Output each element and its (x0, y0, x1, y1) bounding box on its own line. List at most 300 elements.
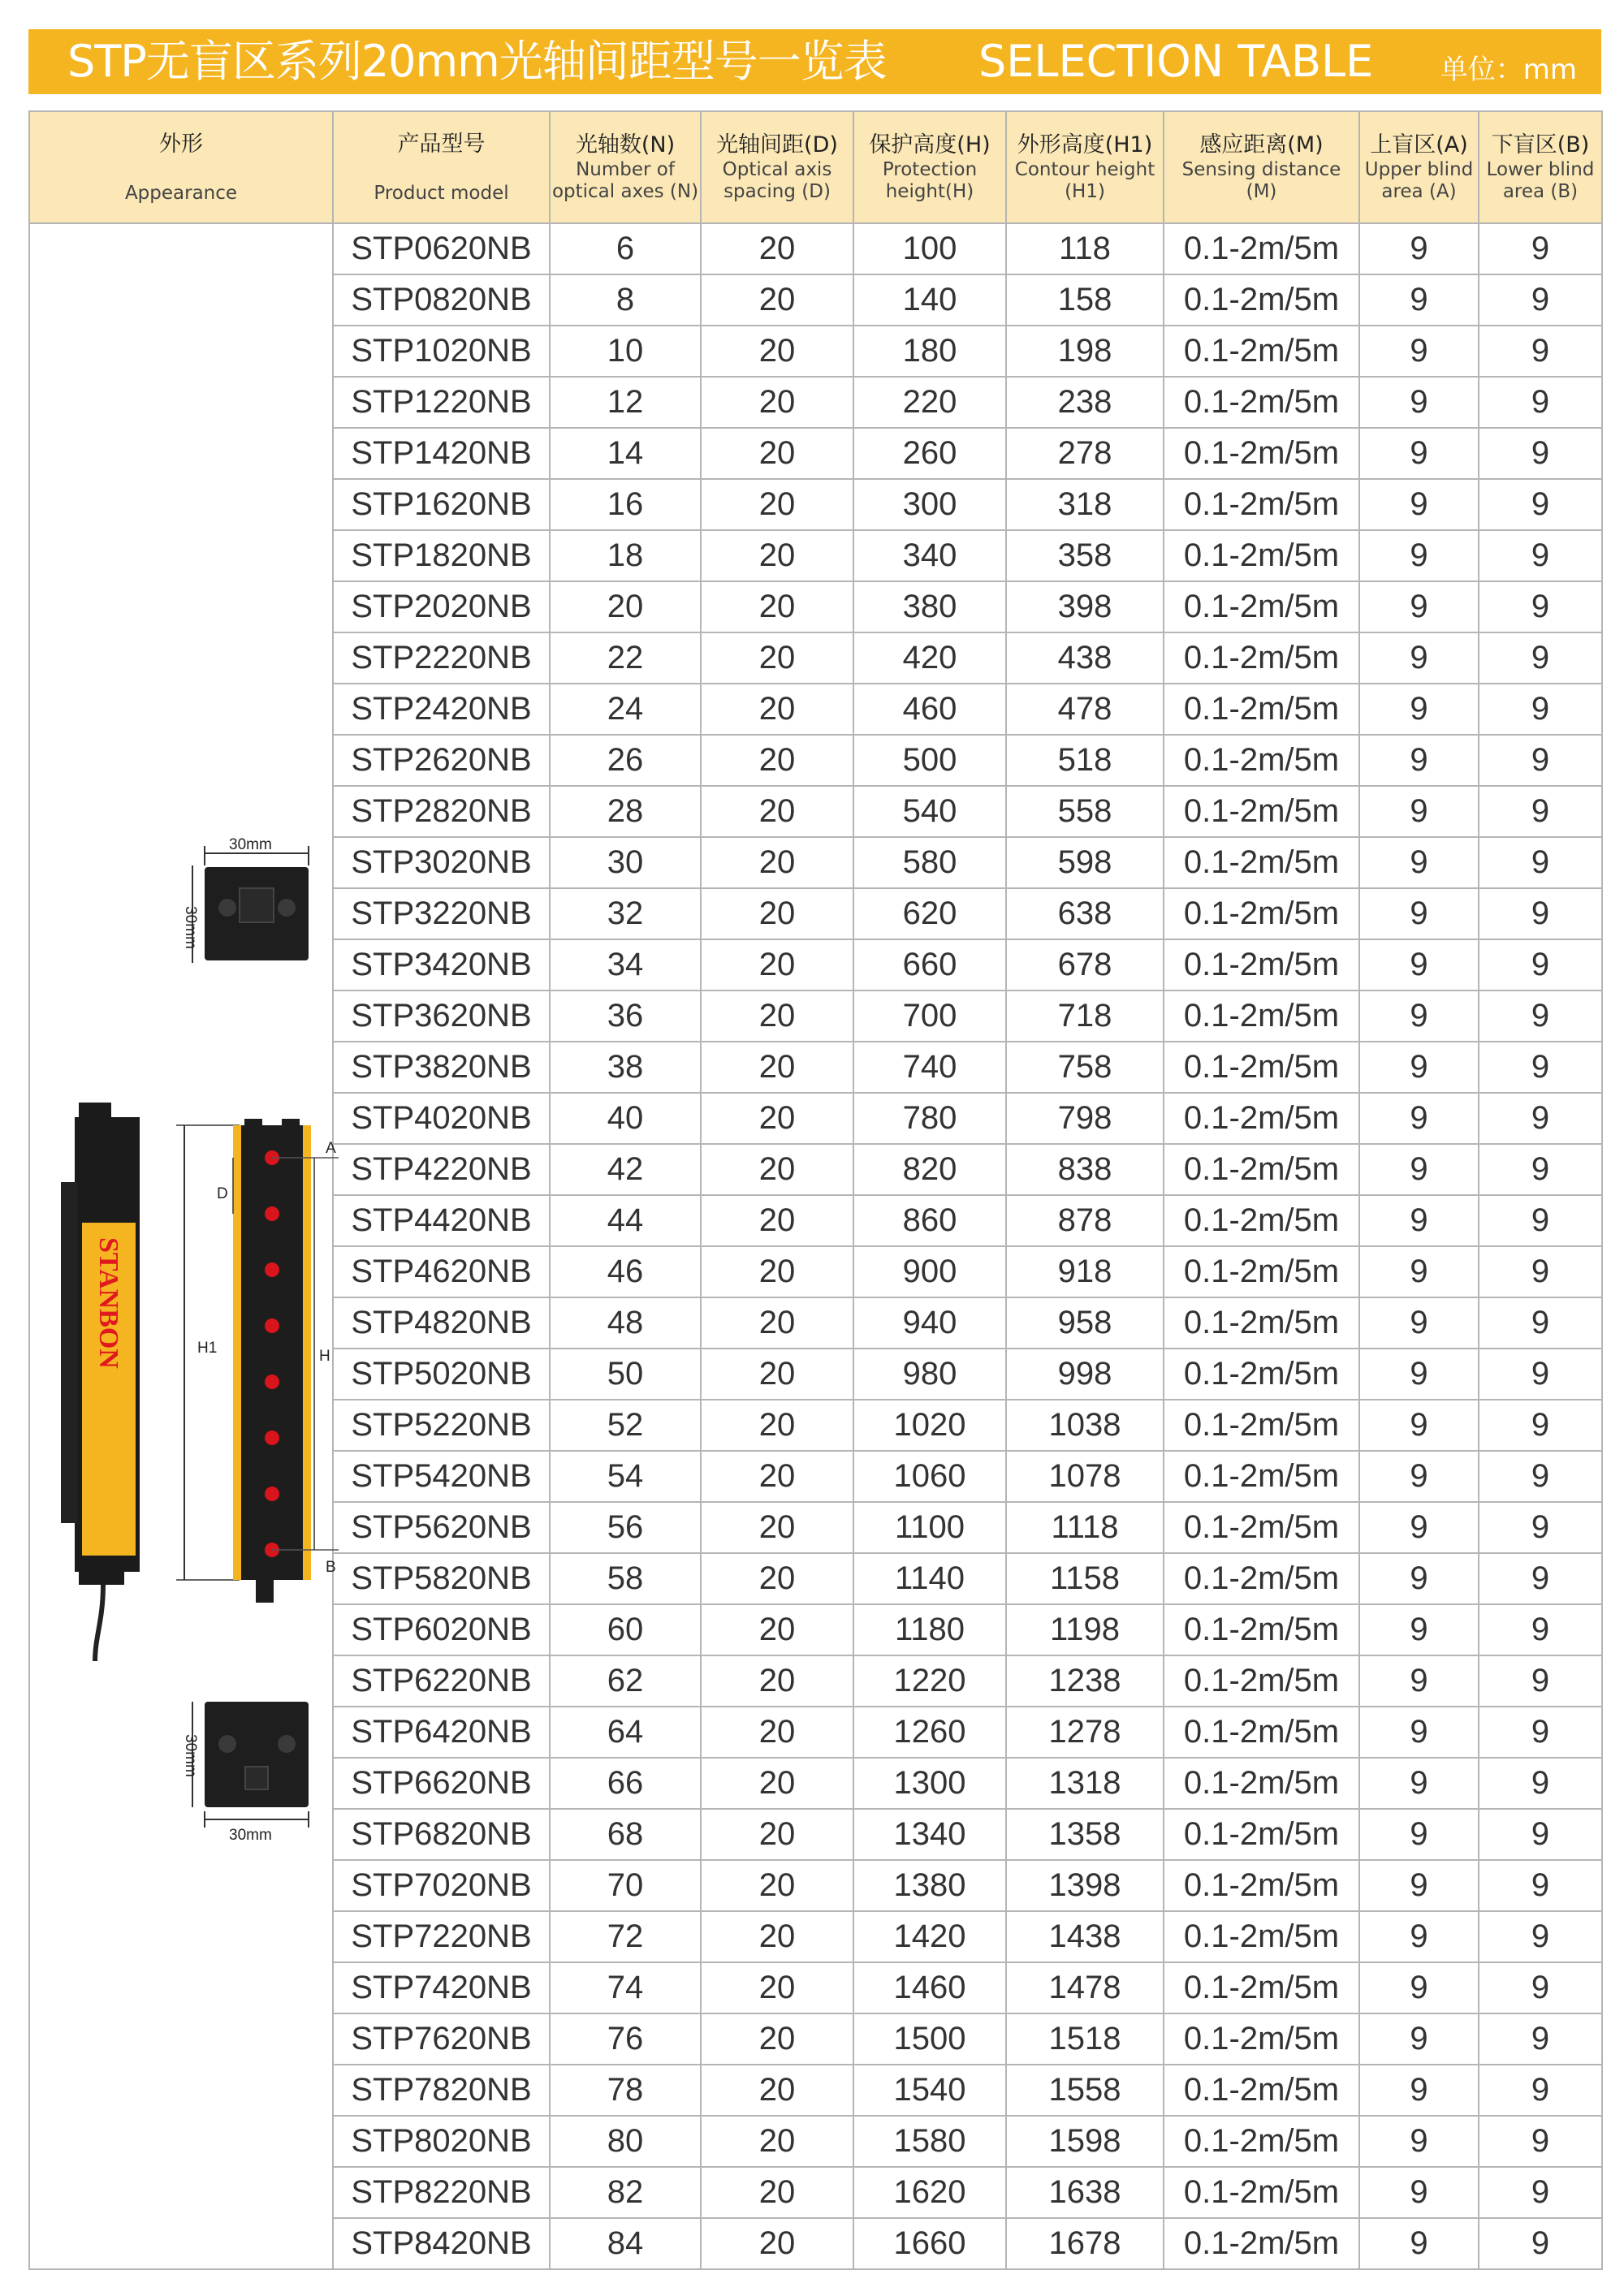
sensing-distance-cell: 0.1-2m/5m (1164, 1758, 1359, 1809)
model-cell: STP1420NB (333, 428, 550, 479)
brand-logo-text: STANBON (93, 1237, 123, 1369)
lower-blind-cell: 9 (1479, 1093, 1602, 1144)
spacing-cell: 20 (701, 837, 853, 888)
contour-height-cell: 918 (1006, 1246, 1164, 1297)
spacing-cell: 20 (701, 2116, 853, 2167)
lower-blind-cell: 9 (1479, 223, 1602, 274)
sensing-distance-cell: 0.1-2m/5m (1164, 1195, 1359, 1246)
sensing-distance-cell: 0.1-2m/5m (1164, 1860, 1359, 1911)
sensing-distance-cell: 0.1-2m/5m (1164, 837, 1359, 888)
protection-height-cell: 980 (853, 1349, 1006, 1400)
sensing-distance-cell: 0.1-2m/5m (1164, 274, 1359, 326)
contour-height-cell: 158 (1006, 274, 1164, 326)
model-cell: STP2020NB (333, 581, 550, 632)
model-cell: STP8020NB (333, 2116, 550, 2167)
upper-blind-cell: 9 (1359, 428, 1479, 479)
contour-height-cell: 1678 (1006, 2218, 1164, 2269)
upper-blind-cell: 9 (1359, 2013, 1479, 2065)
protection-height-cell: 540 (853, 786, 1006, 837)
side-bottom-cap (79, 1569, 124, 1585)
protection-height-cell: 1380 (853, 1860, 1006, 1911)
contour-height-cell: 438 (1006, 632, 1164, 684)
axes-cell: 72 (550, 1911, 701, 1962)
sensing-distance-cell: 0.1-2m/5m (1164, 939, 1359, 990)
model-cell: STP8420NB (333, 2218, 550, 2269)
axes-cell: 18 (550, 530, 701, 581)
spacing-cell: 20 (701, 1860, 853, 1911)
lower-blind-cell: 9 (1479, 2167, 1602, 2218)
protection-height-cell: 940 (853, 1297, 1006, 1349)
sensing-distance-cell: 0.1-2m/5m (1164, 888, 1359, 939)
protection-height-cell: 1500 (853, 2013, 1006, 2065)
header-en: Sensing distance (M) (1181, 159, 1341, 202)
header-zh: 光轴数(N) (575, 132, 676, 158)
contour-height-cell: 718 (1006, 990, 1164, 1042)
contour-height-cell: 598 (1006, 837, 1164, 888)
model-cell: STP4620NB (333, 1246, 550, 1297)
lower-blind-cell: 9 (1479, 1349, 1602, 1400)
axes-cell: 20 (550, 581, 701, 632)
contour-height-cell: 998 (1006, 1349, 1164, 1400)
header-zh: 下盲区(B) (1491, 132, 1590, 158)
model-cell: STP6620NB (333, 1758, 550, 1809)
front-bottom-tab (256, 1580, 274, 1603)
upper-blind-cell: 9 (1359, 1349, 1479, 1400)
axes-cell: 76 (550, 2013, 701, 2065)
contour-height-cell: 798 (1006, 1093, 1164, 1144)
upper-blind-cell: 9 (1359, 2116, 1479, 2167)
protection-height-cell: 620 (853, 888, 1006, 939)
contour-height-cell: 558 (1006, 786, 1164, 837)
model-cell: STP5620NB (333, 1502, 550, 1553)
sensor-led (265, 1375, 279, 1389)
sensing-distance-cell: 0.1-2m/5m (1164, 684, 1359, 735)
spacing-cell: 20 (701, 939, 853, 990)
spacing-cell: 20 (701, 581, 853, 632)
axes-cell: 46 (550, 1246, 701, 1297)
sensing-distance-cell: 0.1-2m/5m (1164, 326, 1359, 377)
model-cell: STP6220NB (333, 1655, 550, 1707)
contour-height-cell: 678 (1006, 939, 1164, 990)
axes-cell: 78 (550, 2065, 701, 2116)
axes-cell: 8 (550, 274, 701, 326)
contour-height-cell: 1478 (1006, 1962, 1164, 2013)
header-product-model (333, 111, 550, 223)
contour-height-cell: 1318 (1006, 1758, 1164, 1809)
appearance-cell (29, 223, 336, 2269)
contour-height-cell: 1638 (1006, 2167, 1164, 2218)
model-cell: STP4420NB (333, 1195, 550, 1246)
contour-height-cell: 1558 (1006, 2065, 1164, 2116)
upper-blind-cell: 9 (1359, 684, 1479, 735)
upper-blind-cell: 9 (1359, 479, 1479, 530)
model-cell: STP3020NB (333, 837, 550, 888)
d-label: D (217, 1185, 228, 1202)
cable-gland (245, 1767, 268, 1789)
axes-cell: 42 (550, 1144, 701, 1195)
spacing-cell: 20 (701, 479, 853, 530)
lower-blind-cell: 9 (1479, 1604, 1602, 1655)
model-cell: STP8220NB (333, 2167, 550, 2218)
bottom-depth-label: 30mm (182, 1734, 199, 1777)
lower-blind-cell: 9 (1479, 2065, 1602, 2116)
header-zh: 上盲区(A) (1370, 132, 1468, 158)
sensing-distance-cell: 0.1-2m/5m (1164, 2116, 1359, 2167)
axes-cell: 70 (550, 1860, 701, 1911)
spacing-cell: 20 (701, 888, 853, 939)
model-cell: STP7620NB (333, 2013, 550, 2065)
a-label: A (326, 1140, 336, 1157)
selection-table-wrapper (28, 110, 1601, 2270)
sensing-distance-cell: 0.1-2m/5m (1164, 1093, 1359, 1144)
spacing-cell: 20 (701, 1655, 853, 1707)
cap-screw (278, 1735, 296, 1753)
protection-height-cell: 100 (853, 223, 1006, 274)
header-zh: 保护高度(H) (869, 132, 991, 158)
protection-height-cell: 580 (853, 837, 1006, 888)
protection-height-cell: 500 (853, 735, 1006, 786)
header-en: Optical axis spacing (D) (722, 159, 832, 202)
model-cell: STP7420NB (333, 1962, 550, 2013)
top-width-label: 30mm (229, 836, 272, 853)
cable (95, 1585, 103, 1661)
contour-height-cell: 198 (1006, 326, 1164, 377)
upper-blind-cell: 9 (1359, 326, 1479, 377)
upper-blind-cell: 9 (1359, 1502, 1479, 1553)
axes-cell: 12 (550, 377, 701, 428)
upper-blind-cell: 9 (1359, 377, 1479, 428)
table-body (29, 223, 1602, 2269)
upper-blind-cell: 9 (1359, 1195, 1479, 1246)
model-cell: STP5820NB (333, 1553, 550, 1604)
sensing-distance-cell: 0.1-2m/5m (1164, 735, 1359, 786)
lower-blind-cell: 9 (1479, 888, 1602, 939)
contour-height-cell: 238 (1006, 377, 1164, 428)
header-en: Appearance (124, 182, 238, 204)
sensing-distance-cell: 0.1-2m/5m (1164, 1962, 1359, 2013)
model-cell: STP1820NB (333, 530, 550, 581)
protection-height-cell: 380 (853, 581, 1006, 632)
sensing-distance-cell: 0.1-2m/5m (1164, 581, 1359, 632)
axes-cell: 66 (550, 1758, 701, 1809)
upper-blind-cell: 9 (1359, 1758, 1479, 1809)
upper-blind-cell: 9 (1359, 1911, 1479, 1962)
contour-height-cell: 958 (1006, 1297, 1164, 1349)
axes-cell: 44 (550, 1195, 701, 1246)
contour-height-cell: 838 (1006, 1144, 1164, 1195)
header-axis-spacing (701, 111, 853, 223)
spacing-cell: 20 (701, 1042, 853, 1093)
sensing-distance-cell: 0.1-2m/5m (1164, 786, 1359, 837)
contour-height-cell: 478 (1006, 684, 1164, 735)
upper-blind-cell: 9 (1359, 1246, 1479, 1297)
model-cell: STP6020NB (333, 1604, 550, 1655)
spacing-cell: 20 (701, 990, 853, 1042)
contour-height-cell: 1598 (1006, 2116, 1164, 2167)
protection-height-cell: 820 (853, 1144, 1006, 1195)
spacing-cell: 20 (701, 786, 853, 837)
axes-cell: 14 (550, 428, 701, 479)
sensing-distance-cell: 0.1-2m/5m (1164, 1655, 1359, 1707)
sensing-distance-cell: 0.1-2m/5m (1164, 1400, 1359, 1451)
model-cell: STP4220NB (333, 1144, 550, 1195)
axes-cell: 48 (550, 1297, 701, 1349)
model-cell: STP6420NB (333, 1707, 550, 1758)
lower-blind-cell: 9 (1479, 837, 1602, 888)
spacing-cell: 20 (701, 1195, 853, 1246)
model-cell: STP5220NB (333, 1400, 550, 1451)
protection-height-cell: 700 (853, 990, 1006, 1042)
sensor-led (265, 1318, 279, 1333)
sensing-distance-cell: 0.1-2m/5m (1164, 2167, 1359, 2218)
model-cell: STP2220NB (333, 632, 550, 684)
upper-blind-cell: 9 (1359, 1144, 1479, 1195)
sensing-distance-cell: 0.1-2m/5m (1164, 1604, 1359, 1655)
lower-blind-cell: 9 (1479, 1246, 1602, 1297)
header-zh: 光轴间距(D) (716, 132, 838, 158)
upper-blind-cell: 9 (1359, 2218, 1479, 2269)
lower-blind-cell: 9 (1479, 326, 1602, 377)
upper-blind-cell: 9 (1359, 990, 1479, 1042)
protection-height-cell: 300 (853, 479, 1006, 530)
protection-height-cell: 220 (853, 377, 1006, 428)
protection-height-cell: 1060 (853, 1451, 1006, 1502)
lower-blind-cell: 9 (1479, 1707, 1602, 1758)
axes-cell: 56 (550, 1502, 701, 1553)
model-cell: STP3420NB (333, 939, 550, 990)
model-cell: STP6820NB (333, 1809, 550, 1860)
header-protection-height (853, 111, 1006, 223)
appearance-illustration (30, 224, 334, 2281)
sensor-led (265, 1487, 279, 1501)
front-view-icon (240, 1125, 304, 1580)
sensor-led (265, 1206, 279, 1221)
upper-blind-cell: 9 (1359, 223, 1479, 274)
upper-blind-cell: 9 (1359, 888, 1479, 939)
spacing-cell: 20 (701, 1502, 853, 1553)
lower-blind-cell: 9 (1479, 786, 1602, 837)
sensor-led (265, 1262, 279, 1277)
spacing-cell: 20 (701, 632, 853, 684)
upper-blind-cell: 9 (1359, 1604, 1479, 1655)
protection-height-cell: 460 (853, 684, 1006, 735)
sensing-distance-cell: 0.1-2m/5m (1164, 990, 1359, 1042)
sensing-distance-cell: 0.1-2m/5m (1164, 377, 1359, 428)
contour-height-cell: 1398 (1006, 1860, 1164, 1911)
contour-height-cell: 1118 (1006, 1502, 1164, 1553)
model-cell: STP7820NB (333, 2065, 550, 2116)
upper-blind-cell: 9 (1359, 1297, 1479, 1349)
spacing-cell: 20 (701, 1707, 853, 1758)
axes-cell: 64 (550, 1707, 701, 1758)
axes-cell: 10 (550, 326, 701, 377)
sensing-distance-cell: 0.1-2m/5m (1164, 1911, 1359, 1962)
upper-blind-cell: 9 (1359, 837, 1479, 888)
model-cell: STP0820NB (333, 274, 550, 326)
protection-height-cell: 340 (853, 530, 1006, 581)
lower-blind-cell: 9 (1479, 1144, 1602, 1195)
sensing-distance-cell: 0.1-2m/5m (1164, 2065, 1359, 2116)
lower-blind-cell: 9 (1479, 1451, 1602, 1502)
contour-height-cell: 278 (1006, 428, 1164, 479)
protection-height-cell: 1300 (853, 1758, 1006, 1809)
front-left-rail (233, 1125, 241, 1580)
lower-blind-cell: 9 (1479, 1911, 1602, 1962)
upper-blind-cell: 9 (1359, 1860, 1479, 1911)
upper-blind-cell: 9 (1359, 735, 1479, 786)
spacing-cell: 20 (701, 2065, 853, 2116)
upper-blind-cell: 9 (1359, 1451, 1479, 1502)
protection-height-cell: 780 (853, 1093, 1006, 1144)
lower-blind-cell: 9 (1479, 1502, 1602, 1553)
spacing-cell: 20 (701, 223, 853, 274)
lower-blind-cell: 9 (1479, 428, 1602, 479)
spacing-cell: 20 (701, 1451, 853, 1502)
protection-height-cell: 1540 (853, 2065, 1006, 2116)
sensing-distance-cell: 0.1-2m/5m (1164, 2013, 1359, 2065)
sensing-distance-cell: 0.1-2m/5m (1164, 1042, 1359, 1093)
header-en: Number of optical axes (N) (551, 159, 699, 202)
upper-blind-cell: 9 (1359, 2167, 1479, 2218)
model-cell: STP1220NB (333, 377, 550, 428)
header-zh: 外形高度(H1) (1017, 132, 1153, 158)
table-header-row (29, 111, 1602, 223)
protection-height-cell: 1260 (853, 1707, 1006, 1758)
appearance-drawing (30, 224, 334, 2281)
contour-height-cell: 638 (1006, 888, 1164, 939)
lower-blind-cell: 9 (1479, 2218, 1602, 2269)
protection-height-cell: 420 (853, 632, 1006, 684)
header-zh: 感应距离(M) (1199, 132, 1324, 158)
upper-blind-cell: 9 (1359, 939, 1479, 990)
header-optical-axes (550, 111, 701, 223)
header-sensing-distance (1164, 111, 1359, 223)
header-en: Protection height(H) (882, 159, 978, 202)
model-cell: STP2420NB (333, 684, 550, 735)
axes-cell: 36 (550, 990, 701, 1042)
spacing-cell: 20 (701, 2167, 853, 2218)
side-top-cap (79, 1103, 111, 1120)
lower-blind-cell: 9 (1479, 735, 1602, 786)
lower-blind-cell: 9 (1479, 274, 1602, 326)
contour-height-cell: 398 (1006, 581, 1164, 632)
protection-height-cell: 140 (853, 274, 1006, 326)
cap-boss (240, 888, 274, 922)
model-cell: STP3620NB (333, 990, 550, 1042)
axes-cell: 62 (550, 1655, 701, 1707)
title-chinese: STP无盲区系列20mm光轴间距型号一览表 (67, 36, 887, 87)
spacing-cell: 20 (701, 1553, 853, 1604)
upper-blind-cell: 9 (1359, 581, 1479, 632)
header-en: Upper blind area (A) (1364, 159, 1474, 202)
spacing-cell: 20 (701, 1962, 853, 2013)
header-zh: 外形 (159, 131, 203, 157)
sensing-distance-cell: 0.1-2m/5m (1164, 1246, 1359, 1297)
protection-height-cell: 860 (853, 1195, 1006, 1246)
axes-cell: 82 (550, 2167, 701, 2218)
axes-cell: 40 (550, 1093, 701, 1144)
axes-cell: 16 (550, 479, 701, 530)
contour-height-cell: 1518 (1006, 2013, 1164, 2065)
axes-cell: 6 (550, 223, 701, 274)
sensing-distance-cell: 0.1-2m/5m (1164, 530, 1359, 581)
cap-screw (218, 1735, 236, 1753)
bottom-width-label: 30mm (229, 1827, 272, 1844)
lower-blind-cell: 9 (1479, 1655, 1602, 1707)
protection-height-cell: 180 (853, 326, 1006, 377)
spacing-cell: 20 (701, 1349, 853, 1400)
lower-blind-cell: 9 (1479, 990, 1602, 1042)
contour-height-cell: 1078 (1006, 1451, 1164, 1502)
upper-blind-cell: 9 (1359, 2065, 1479, 2116)
axes-cell: 52 (550, 1400, 701, 1451)
upper-blind-cell: 9 (1359, 786, 1479, 837)
unit-label: 单位：mm (1440, 54, 1577, 86)
model-cell: STP3820NB (333, 1042, 550, 1093)
lower-blind-cell: 9 (1479, 581, 1602, 632)
lower-blind-cell: 9 (1479, 1553, 1602, 1604)
protection-height-cell: 1420 (853, 1911, 1006, 1962)
lower-blind-cell: 9 (1479, 1758, 1602, 1809)
upper-blind-cell: 9 (1359, 1093, 1479, 1144)
axes-cell: 84 (550, 2218, 701, 2269)
upper-blind-cell: 9 (1359, 1962, 1479, 2013)
upper-blind-cell: 9 (1359, 274, 1479, 326)
cap-screw (218, 899, 236, 917)
contour-height-cell: 1278 (1006, 1707, 1164, 1758)
header-en: Lower blind area (B) (1486, 159, 1595, 202)
spacing-cell: 20 (701, 377, 853, 428)
sensing-distance-cell: 0.1-2m/5m (1164, 479, 1359, 530)
axes-cell: 26 (550, 735, 701, 786)
contour-height-cell: 358 (1006, 530, 1164, 581)
contour-height-cell: 1158 (1006, 1553, 1164, 1604)
axes-cell: 34 (550, 939, 701, 990)
protection-height-cell: 1220 (853, 1655, 1006, 1707)
lower-blind-cell: 9 (1479, 377, 1602, 428)
spacing-cell: 20 (701, 1144, 853, 1195)
title-banner (28, 29, 1601, 94)
spacing-cell: 20 (701, 2013, 853, 2065)
lower-blind-cell: 9 (1479, 2116, 1602, 2167)
contour-height-cell: 878 (1006, 1195, 1164, 1246)
lower-blind-cell: 9 (1479, 632, 1602, 684)
contour-height-cell: 758 (1006, 1042, 1164, 1093)
header-lower-blind-area (1479, 111, 1602, 223)
sensing-distance-cell: 0.1-2m/5m (1164, 1349, 1359, 1400)
contour-height-cell: 1358 (1006, 1809, 1164, 1860)
lower-blind-cell: 9 (1479, 479, 1602, 530)
lower-blind-cell: 9 (1479, 530, 1602, 581)
spacing-cell: 20 (701, 1911, 853, 1962)
bottom-view-icon (205, 1702, 309, 1807)
protection-height-cell: 1620 (853, 2167, 1006, 2218)
sensor-led (265, 1431, 279, 1445)
protection-height-cell: 1340 (853, 1809, 1006, 1860)
axes-cell: 58 (550, 1553, 701, 1604)
model-cell: STP4020NB (333, 1093, 550, 1144)
spacing-cell: 20 (701, 1809, 853, 1860)
spacing-cell: 20 (701, 1246, 853, 1297)
spacing-cell: 20 (701, 274, 853, 326)
sensing-distance-cell: 0.1-2m/5m (1164, 1502, 1359, 1553)
axes-cell: 30 (550, 837, 701, 888)
side-step (61, 1182, 77, 1523)
upper-blind-cell: 9 (1359, 1809, 1479, 1860)
sensing-distance-cell: 0.1-2m/5m (1164, 1451, 1359, 1502)
spacing-cell: 20 (701, 1758, 853, 1809)
header-zh: 产品型号 (397, 131, 486, 157)
